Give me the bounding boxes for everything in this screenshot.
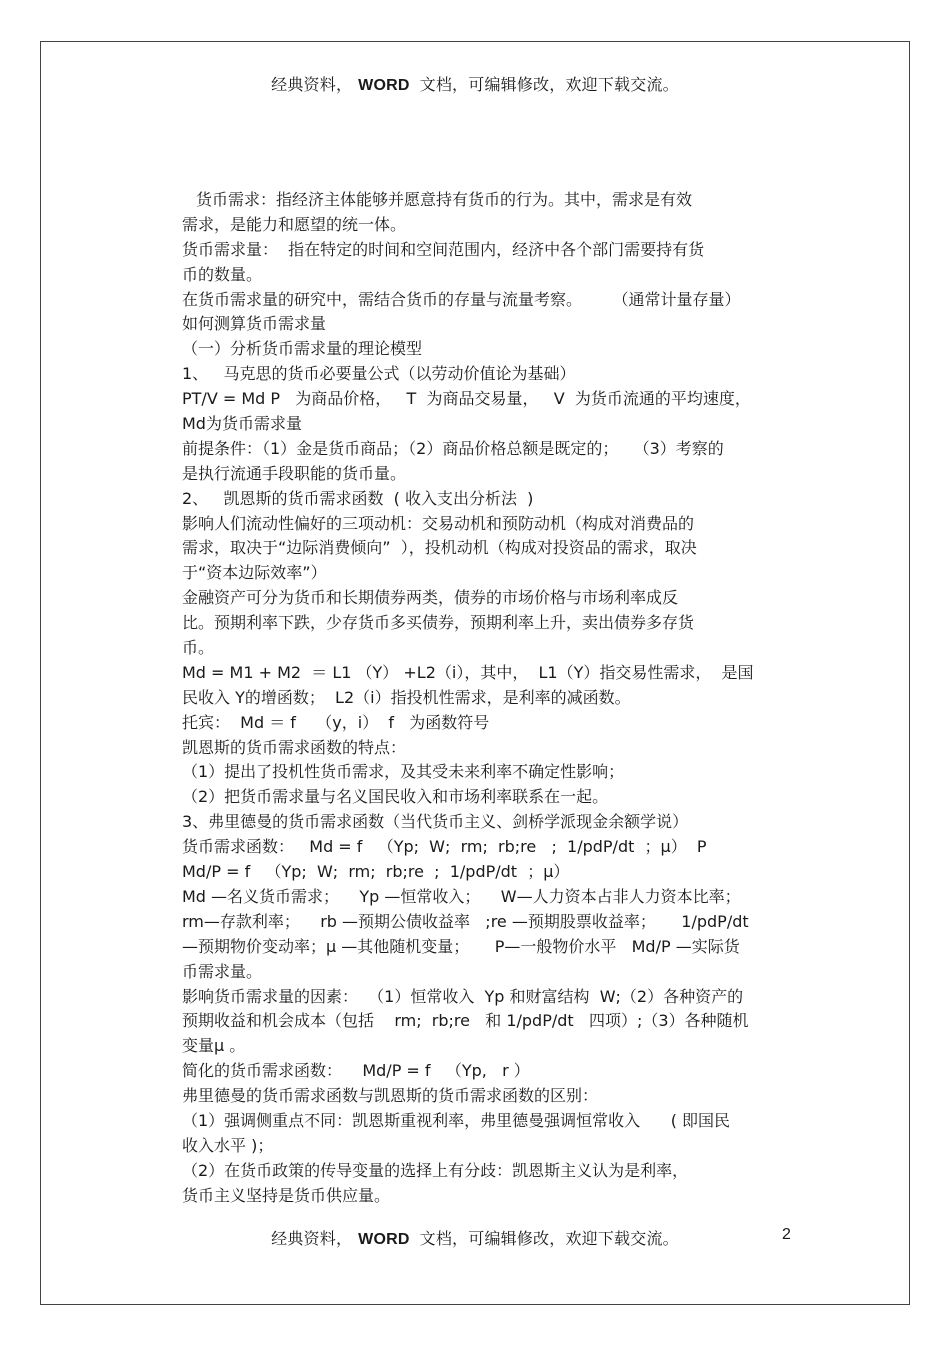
text-line: rm—存款利率； rb —预期公债收益率 ;re —预期股票收益率； 1/pdP/dt (182, 911, 749, 931)
document-body (182, 188, 794, 1209)
text-line: （1）提出了投机性货币需求，及其受未来利率不确定性影响； (182, 762, 625, 782)
page-header (0, 72, 950, 95)
text-line: 需求，是能力和愿望的统一体。 (182, 214, 407, 234)
text-line: —预期物价变动率；μ —其他随机变量； P—一般物价水平 Md/P —实际货 (182, 936, 740, 956)
text-line: 币需求量。 (182, 961, 263, 981)
text-line: 托宾： Md ＝ f （y，i） f 为函数符号 (182, 712, 490, 732)
text-line: 是执行流通手段职能的货币量。 (182, 463, 407, 483)
page-footer (0, 1226, 950, 1249)
text-line: 变量μ 。 (182, 1036, 246, 1056)
header-text-after: 文档，可编辑修改，欢迎下载交流。 (419, 75, 679, 94)
subsection-heading: 2、 凯恩斯的货币需求函数 ( 收入支出分析法 ) (182, 488, 534, 508)
text-line: 简化的货币需求函数： Md/P = f （Yp, r ） (182, 1061, 530, 1081)
text-line: Md/P = f （Yp; W; rm; rb;re ; 1/pdP/dt ；μ） (182, 862, 570, 882)
text-line: 需求，取决于“边际消费倾向” ），投机动机（构成对投资品的需求，取决 (182, 538, 697, 558)
header-text-before: 经典资料， (271, 75, 353, 94)
text-line: 货币需求量： 指在特定的时间和空间范围内，经济中各个部门需要持有货 (182, 239, 705, 259)
text-line: Md = M1 + M2 ＝ L1 （Y） +L2（i），其中， L1（Y）指交易性需求， 是国 (182, 662, 754, 682)
text-line: 收入水平 )； (182, 1135, 274, 1155)
text-line: PT/V = Md P 为商品价格， T 为商品交易量， V 为货币流通的平均速度， (182, 389, 751, 409)
text-line: 币的数量。 (182, 264, 263, 284)
text-line: 弗里德曼的货币需求函数与凯恩斯的货币需求函数的区别： (182, 1086, 599, 1106)
footer-text-before: 经典资料， (271, 1229, 353, 1248)
text-line: （2）把货币需求量与名义国民收入和市场利率联系在一起。 (182, 787, 609, 807)
text-line: 于“资本边际效率”） (182, 563, 327, 583)
text-line: Md为货币需求量 (182, 414, 302, 434)
footer-text-after: 文档，可编辑修改，欢迎下载交流。 (419, 1229, 679, 1248)
text-line: 预期收益和机会成本（包括 rm; rb;re 和 1/pdP/dt 四项）;（3）各种随机 (182, 1011, 749, 1031)
text-line: 影响货币需求量的因素： （1）恒常收入 Yp 和财富结构 W;（2）各种资产的 (182, 986, 744, 1006)
text-line: 在货币需求量的研究中，需结合货币的存量与流量考察。 （通常计量存量） (182, 289, 741, 309)
text-line: （2）在货币政策的传导变量的选择上有分歧：凯恩斯主义认为是利率， (182, 1160, 689, 1180)
text-line: 影响人们流动性偏好的三项动机：交易动机和预防动机（构成对消费品的 (182, 513, 695, 533)
subsection-heading: 1、 马克思的货币必要量公式（以劳动价值论为基础） (182, 364, 576, 384)
footer-word-bold: WORD (358, 1231, 410, 1248)
text-line: 货币需求函数： Md = f （Yp; W; rm; rb;re ; 1/pdP/dt ；μ） P (182, 837, 707, 857)
text-line: （1）强调侧重点不同：凯恩斯重视利率，弗里德曼强调恒常收入 ( 即国民 (182, 1110, 731, 1130)
text-line: 民收入 Y的增函数； L2（i）指投机性需求，是利率的减函数。 (182, 687, 631, 707)
text-line: 货币主义坚持是货币供应量。 (182, 1185, 391, 1205)
subsection-heading: 3、弗里德曼的货币需求函数（当代货币主义、剑桥学派现金余额学说） (182, 812, 689, 832)
text-line: 比。预期利率下跌，少存货币多买债券，预期利率上升，卖出债券多存货 (182, 613, 695, 633)
section-heading: （一）分析货币需求量的理论模型 (182, 339, 423, 359)
header-word-bold: WORD (358, 77, 410, 94)
page-number: 2 (782, 1226, 791, 1243)
text-line: 前提条件：（1）金是货币商品；（2）商品价格总额是既定的； （3）考察的 (182, 438, 724, 458)
text-line: 如何测算货币需求量 (182, 314, 327, 334)
text-line: 货币需求：指经济主体能够并愿意持有货币的行为。其中，需求是有效 (196, 190, 693, 209)
text-line: 凯恩斯的货币需求函数的特点： (182, 737, 407, 757)
text-line: 币。 (182, 638, 215, 658)
text-line: 金融资产可分为货币和长期债券两类，债券的市场价格与市场利率成反 (182, 588, 679, 608)
text-line: Md —名义货币需求； Yp —恒常收入； W—人力资本占非人力资本比率； (182, 886, 741, 906)
